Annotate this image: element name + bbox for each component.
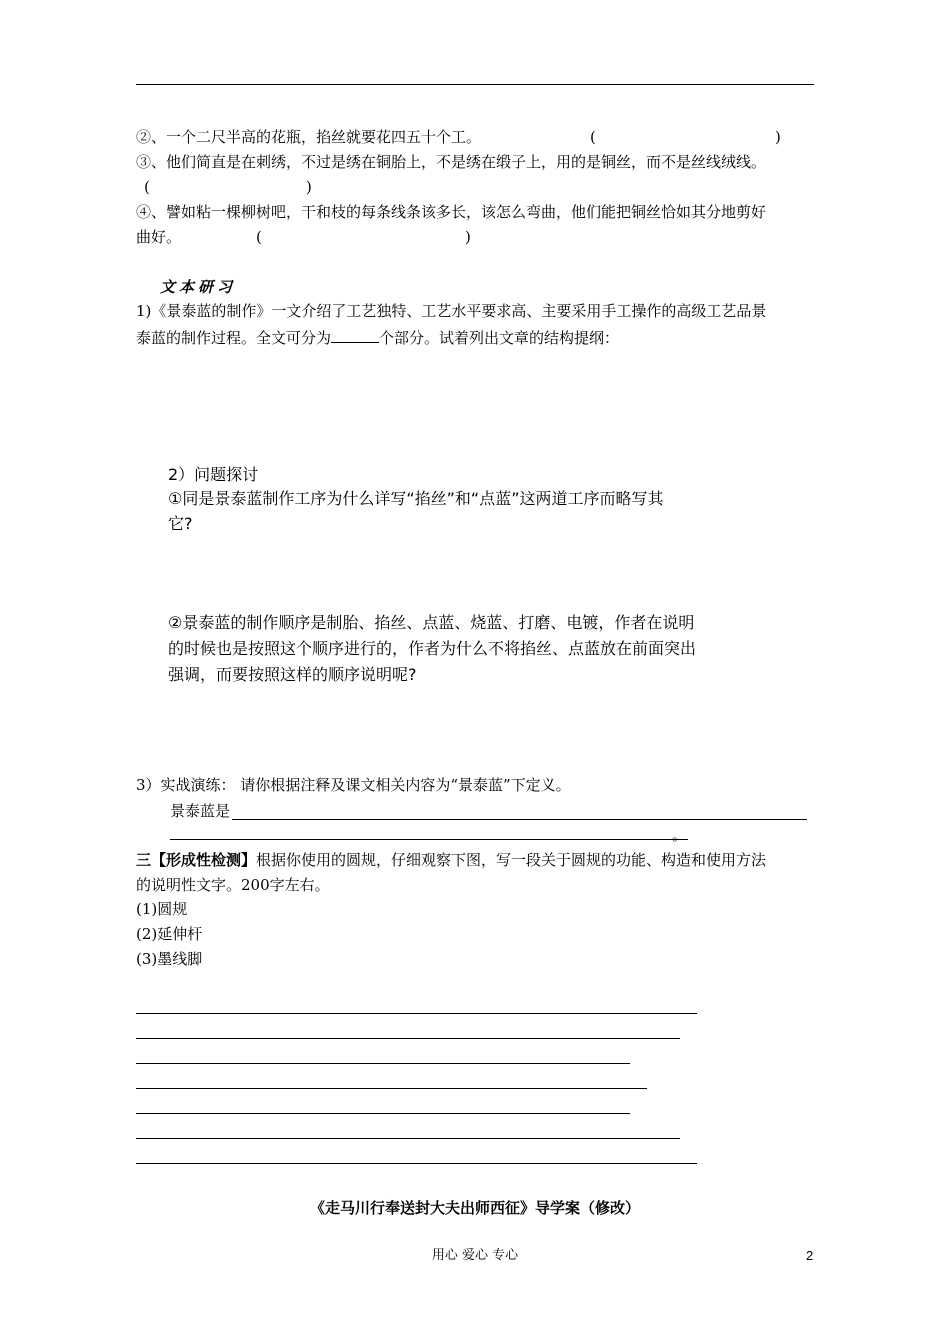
answer-line[interactable] [136,1138,680,1139]
next-lesson-title: 《走马川行奉送封大夫出师西征》导学案（修改） [309,1199,640,1217]
question-3: ③、他们简直是在刺绣，不过是绣在铜胎上，不是绣在缎子上，用的是铜丝，而不是丝线绒线。 [136,153,767,171]
compass-part-2: (2)延伸杆 [136,925,203,943]
item-2-q2-line-2: 的时候也是按照这个顺序进行的，作者为什么不将掐丝、点蓝放在前面突出 [168,639,697,658]
item-1-text-b: 个部分。试着列出文章的结构提纲： [379,329,620,347]
paren-open: ( [256,228,262,246]
answer-line[interactable] [136,1063,630,1064]
compass-part-3: (3)墨线脚 [136,950,203,968]
paren-close: ) [775,128,781,146]
section-3-label: 三【形成性检测】 [136,851,257,869]
question-4-line-1: ④、譬如粘一棵柳树吧，干和枝的每条线条该多长，该怎么弯曲，他们能把铜丝恰如其分地剪好 [136,203,767,221]
section-3-text: 根据你使用的圆规，仔细观察下图，写一段关于圆规的功能、构造和使用方法 [256,851,767,869]
question-2 [136,124,481,150]
paren-close: ) [465,228,471,246]
compass-part-1: (1)圆规 [136,900,188,918]
answer-line[interactable] [136,1088,647,1089]
item-3-text: 3）实战演练： 请你根据注释及课文相关内容为“景泰蓝”下定义。 [136,776,571,794]
page-number: 2 [806,1248,814,1263]
section-heading: 文本研习 [160,278,237,296]
footer-motto: 用心 爱心 专心 [431,1248,519,1263]
item-2-q1-line-1: ①同是景泰蓝制作工序为什么详写“掐丝”和“点蓝”这两道工序而略写其 [168,489,664,508]
paren-close: ) [306,178,312,196]
answer-line[interactable] [136,1038,680,1039]
definition-end-mark: 。 [672,826,688,844]
item-1-line-1: 1)《景泰蓝的制作》一文介绍了工艺独特、工艺水平要求高、主要采用手工操作的高级工艺品景 [136,302,767,320]
item-2-q1-line-2: 它? [168,514,193,533]
parts-count-blank[interactable] [331,324,379,343]
answer-line[interactable] [136,1013,697,1014]
paren-open: ( [590,128,596,146]
section-3-line-2: 的说明性文字。200字左右。 [136,876,330,894]
definition-line-1[interactable] [232,819,807,820]
answer-line[interactable] [136,1113,630,1114]
item-2-title: 2）问题探讨 [168,465,259,484]
paren-open: ( [144,178,150,196]
header-rule [136,84,814,85]
item-1-text-a: 泰蓝的制作过程。全文可分为 [136,329,332,347]
question-2-text: ②、一个二尺半高的花瓶，掐丝就要花四五十个工。 [136,128,482,146]
item-2-q2-line-1: ②景泰蓝的制作顺序是制胎、掐丝、点蓝、烧蓝、打磨、电镀，作者在说明 [168,613,695,632]
question-4-line-2: 曲好。 [136,228,182,246]
definition-label: 景泰蓝是 [170,802,231,820]
answer-line[interactable] [136,1163,697,1164]
item-1-line-2 [136,324,619,351]
section-3-line-1 [136,847,766,873]
definition-line-2[interactable] [170,839,688,840]
item-2-q2-line-3: 强调，而要按照这样的顺序说明呢? [168,665,417,684]
